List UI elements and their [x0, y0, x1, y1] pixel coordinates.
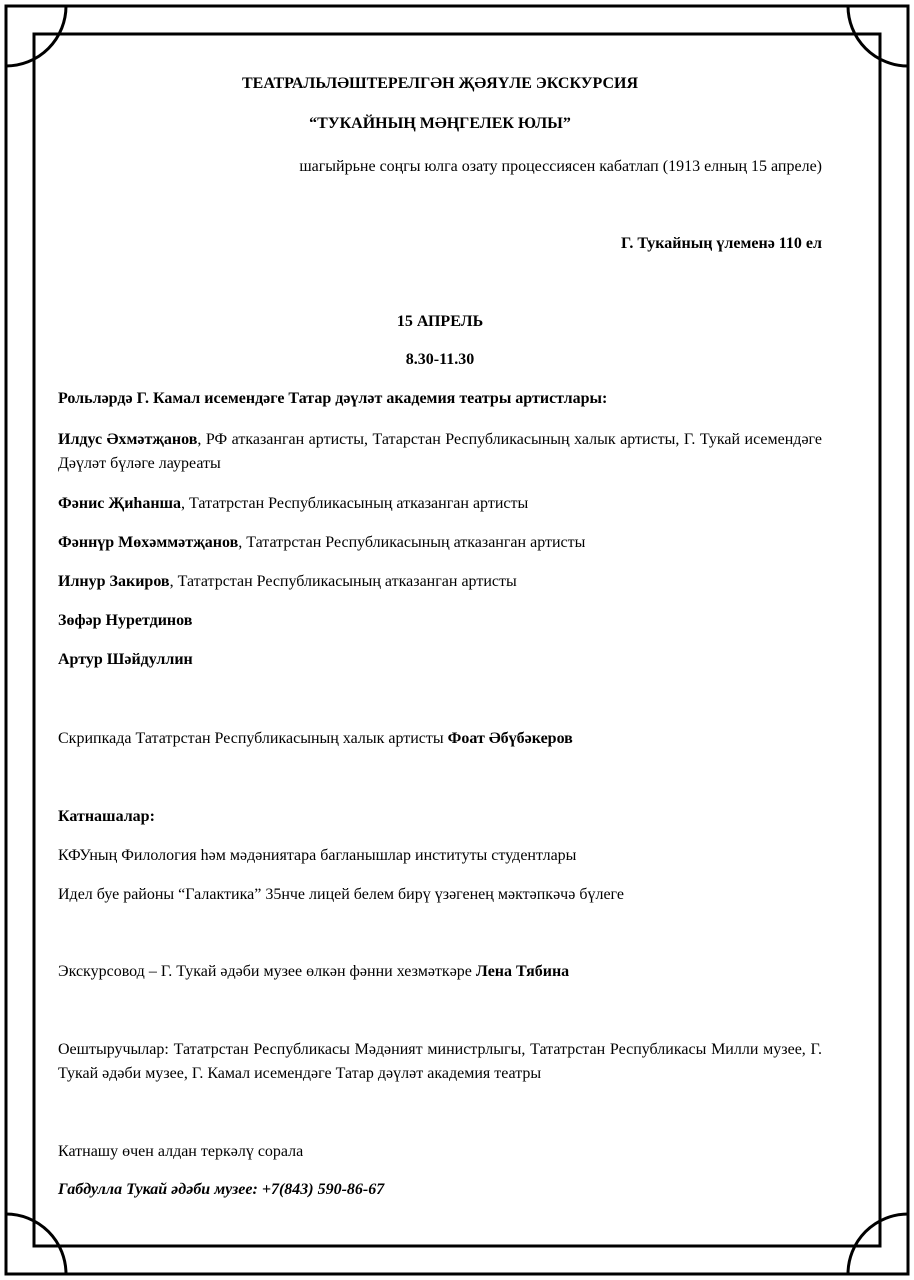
cast-member-title: , Тататрстан Республикасының атказанган артисты [181, 495, 529, 512]
violin-credit-name: Фоат Әбүбәкеров [447, 730, 573, 747]
violin-credit-text: Скрипкада Тататрстан Республикасының халык артисты [58, 730, 448, 747]
cast-member-name: Илдус Әхмәтҗанов [58, 431, 198, 448]
cast-heading: Рольләрдә Г. Камал исемендәге Татар дәүләт академия театры артистлары: [58, 390, 608, 407]
cast-member-title: , Тататрстан Республикасының атказанган артисты [238, 534, 586, 551]
guide-credit-name: Лена Тябина [475, 963, 570, 980]
registration-note: Катнашу өчен алдан теркәлү сорала [58, 1143, 304, 1160]
document-page [58, 0, 822, 1280]
participant-item: Идел буе районы “Галактика” 35нче лицей белем бирү үзәгенең мәктәпкәчә бүлеге [58, 886, 624, 903]
cast-member-name: Фәнис Җиһанша [58, 495, 182, 512]
cast-member [58, 494, 822, 514]
participants-heading: Катнашалар: [58, 808, 155, 825]
cast-member [58, 611, 822, 631]
anniversary-note: Г. Тукайның үлеменә 110 ел [621, 235, 822, 252]
document-subtitle: “ТУКАЙНЫҢ МӘҢГЕЛЕК ЮЛЫ” [309, 115, 571, 132]
cast-member-title: , Тататрстан Республикасының атказанган артисты [169, 573, 517, 590]
event-date: 15 АПРЕЛЬ [396, 313, 484, 330]
guide-credit [58, 962, 822, 982]
guide-credit-text: Экскурсовод – Г. Тукай әдәби музее өлкән фәнни хезмәткәре [58, 963, 476, 980]
cast-member [58, 572, 822, 592]
contact-phone: Габдулла Тукай әдәби музее: +7(843) 590-86-67 [58, 1181, 385, 1198]
cast-member [58, 533, 822, 553]
cast-member-name: Фәннүр Мөхәммәтҗанов [58, 534, 239, 551]
participant-item: КФУның Филология һәм мәдәниятара багланышлар институты студентлары [58, 847, 577, 864]
cast-member-title: , РФ атказанган артисты, Татарстан Республикасының халык артисты, Г. Тукай исемендәге Дәүләт бүләге лауреаты [58, 431, 822, 472]
document-title: ТЕАТРАЛЬЛӘШТЕРЕЛГӘН ҖӘЯҮЛЕ ЭКСКУРСИЯ [241, 75, 639, 92]
organizers-text: Оештыручылар: Тататрстан Республикасы Мәдәният министрлыгы, Тататрстан Республикасы Милли музее, Г. Тукай әдәби музее, Г. Камал исемендәге Татар дәүләт академия театры [58, 1041, 822, 1082]
event-time: 8.30-11.30 [405, 351, 475, 368]
violin-credit [58, 729, 822, 749]
cast-member [58, 650, 822, 670]
cast-member-name: Артур Шәйдуллин [58, 651, 193, 668]
cast-member-name: Зөфәр Нуретдинов [58, 612, 193, 629]
cast-member [58, 428, 822, 476]
document-description: шагыйрьне соңгы юлга озату процессиясен кабатлап (1913 елның 15 апреле) [299, 158, 822, 175]
cast-member-name: Илнур Закиров [58, 573, 170, 590]
